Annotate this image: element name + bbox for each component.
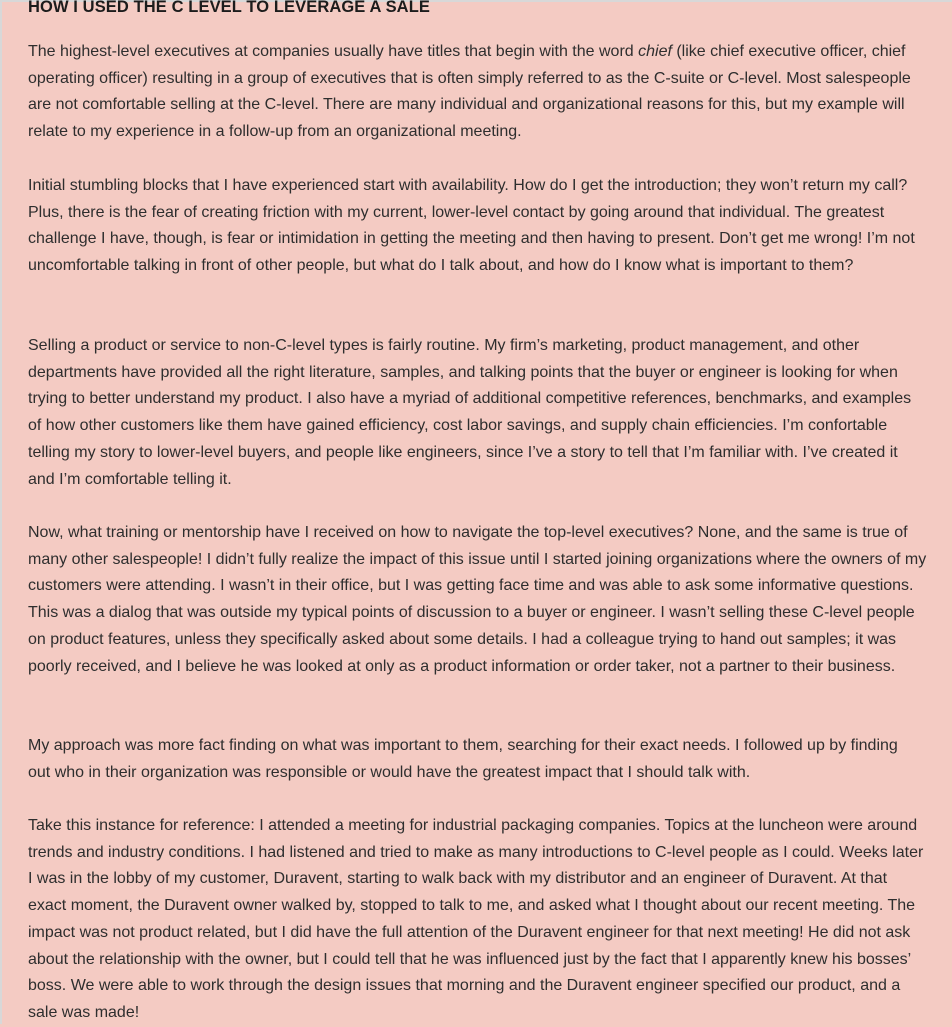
paragraph-6: Take this instance for reference: I attended a meeting for industrial packaging companies. Topics at the luncheon were around trends and industry conditions. I had listened and tried to make as many introductions to C-level people as I could. Weeks later I was in the lobby of my customer, Duravent, starting to walk back with my distributor and an engineer of Duravent. At that exact moment, the Duravent owner walked by, stopped to talk to me, and asked what I thought about our recent meeting. The impact was not product related, but I did have the full attention of the Duravent engineer for that next meeting! He did not ask about the relationship with the owner, but I could tell that he was influenced just by the fact that I apparently knew his bosses’ boss. We were able to work through the design issues that morning and the Duravent engineer specified our product, and a sale was made!: [28, 817, 924, 1021]
paragraph-1-start: The highest-level executives at companies usually have titles that begin with the word: [28, 43, 639, 60]
article-title: HOW I USED THE C LEVEL TO LEVERAGE A SALE: [28, 0, 430, 16]
paragraph-4: Now, what training or mentorship have I received on how to navigate the top-level executives? None, and the same is true of many other salespeople! I didn’t fully realize the impact of this issue until I started joining organizations where the owners of my customers were attending. I wasn’t in their office, but I was getting face time and was able to ask some informative questions. This was a dialog that was outside my typical points of discussion to a buyer or engineer. I wasn’t selling these C-level people on product features, unless they specifically asked about some details. I had a colleague trying to hand out samples; it was poorly received, and I believe he was looked at only as a product information or order taker, not a partner to their business.: [28, 524, 927, 675]
paragraph-5: My approach was more fact finding on what was important to them, searching for their exact needs. I followed up by finding out who in their organization was responsible or would have the greatest impact that I should talk with.: [28, 737, 898, 781]
paragraph-1-emphasis: chief: [638, 43, 672, 60]
paragraph-1-end: (like chief executive officer, chief operating officer) resulting in a group of executives that is often simply referred to as the C-suite or C-level. Most salespeople are not comfortable selling at the C-level. There are many individual and organizational reasons for this, but my example will relate to my experience in a follow-up from an organizational meeting.: [28, 43, 911, 141]
paragraph-1: [28, 39, 918, 146]
article: [28, 0, 928, 1021]
paragraph-3: Selling a product or service to non-C-level types is fairly routine. My firm’s marketing, product management, and other departments have provided all the right literature, samples, and talking points that the buyer or engineer is looking for when trying to better understand my product. I also have a myriad of additional competitive references, benchmarks, and examples of how other customers like them have gained efficiency, cost labor savings, and supply chain efficiencies. I’m confortable telling my story to lower-level buyers, and people like engineers, since I’ve a story to tell that I’m familiar with. I’ve created it and I’m comfortable telling it.: [28, 337, 912, 488]
paragraph-2: Initial stumbling blocks that I have experienced start with availability. How do I get the introduction; they won’t return my call? Plus, there is the fear of creating friction with my current, lower-level contact by going around that individual. The greatest challenge I have, though, is fear or intimidation in getting the meeting and then having to present. Don’t get me wrong! I’m not uncomfortable talking in front of other people, but what do I talk about, and how do I know what is important to them?: [28, 177, 915, 275]
left-border: [0, 0, 2, 1024]
